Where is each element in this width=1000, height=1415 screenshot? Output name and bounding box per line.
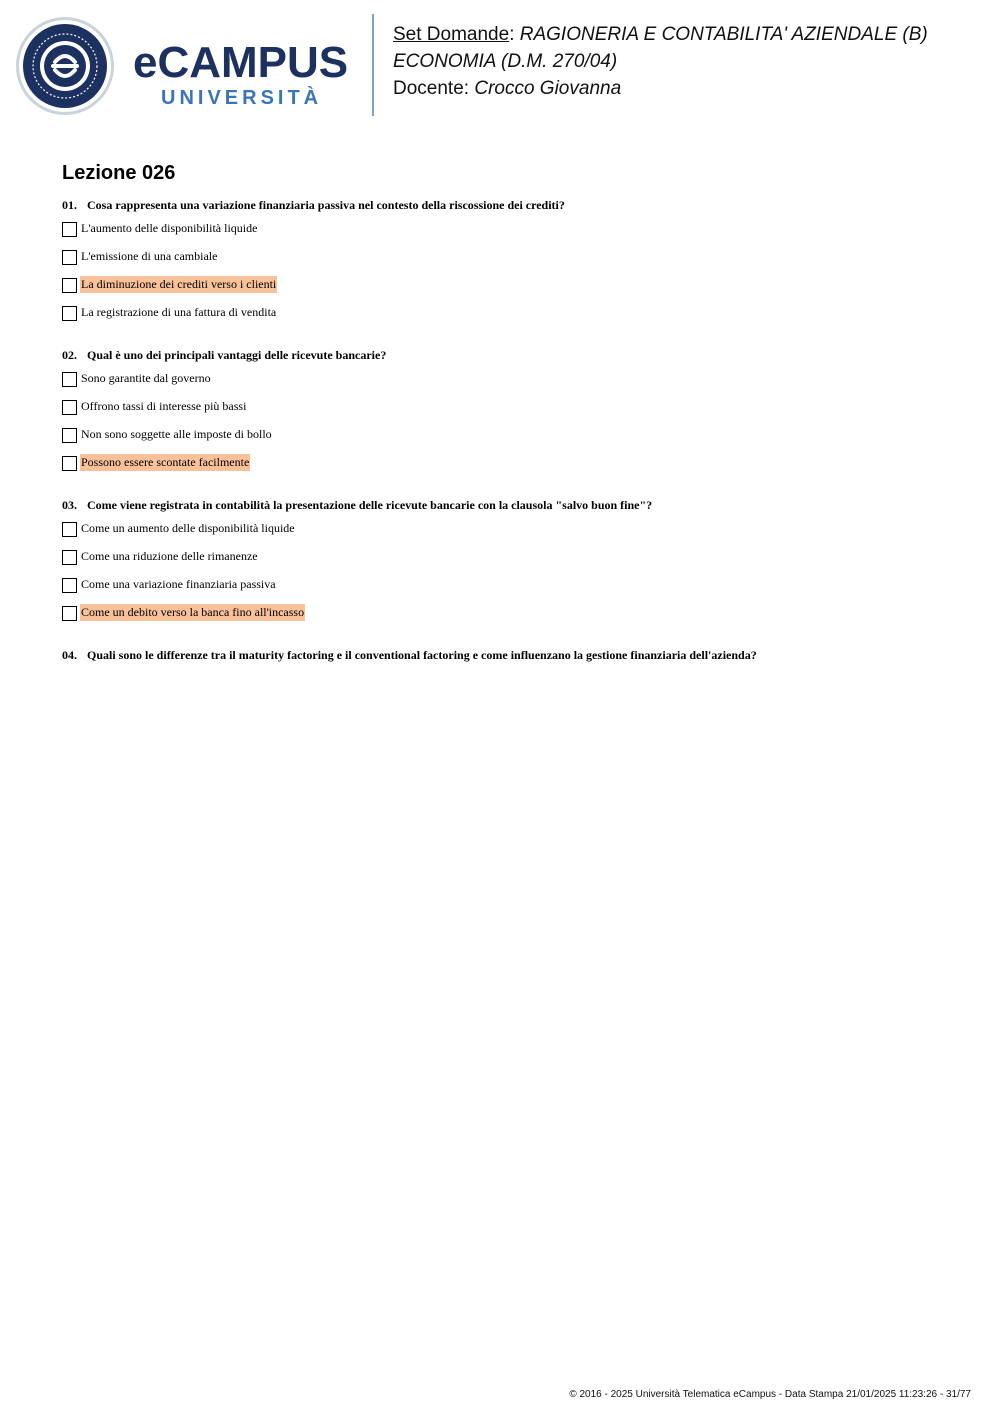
question-number: 02. [62,348,77,362]
ecampus-seal-logo [15,16,115,116]
question-number: 03. [62,498,77,512]
checkbox[interactable] [62,306,77,321]
option-label: Offrono tassi di interesse più bassi [81,399,247,413]
option-label-highlighted: Possono essere scontate facilmente [81,455,250,469]
question-02 [62,347,972,484]
question-text [62,347,972,363]
option-label: Sono garantite dal governo [81,371,211,385]
answer-option[interactable] [62,522,972,550]
checkbox[interactable] [62,400,77,415]
option-label: L'emissione di una cambiale [81,249,218,263]
set-value: RAGIONERIA E CONTABILITA' AZIENDALE (B) ECONOMIA (D.M. 270/04) [393,24,928,72]
answer-option-correct[interactable] [62,606,972,634]
question-body: Quali sono le differenze tra il maturity factoring e il conventional factoring e come influenzano la gestione finanziaria dell'azienda? [87,648,757,662]
header-divider [372,14,374,116]
option-label: Come una variazione finanziaria passiva [81,577,276,591]
checkbox[interactable] [62,278,77,293]
checkbox[interactable] [62,578,77,593]
checkbox[interactable] [62,456,77,471]
answer-option[interactable] [62,428,972,456]
ecampus-wordmark [133,40,358,112]
question-list [62,197,972,676]
question-text [62,197,972,213]
answer-option[interactable] [62,250,972,278]
answer-option[interactable] [62,222,972,250]
option-label: Come un aumento delle disponibilità liquide [81,521,295,535]
option-label: Non sono soggette alle imposte di bollo [81,427,272,441]
question-text [62,647,972,663]
teacher-label: Docente [393,78,464,99]
question-number: 01. [62,198,77,212]
answer-option[interactable] [62,372,972,400]
logo-universita-text: UNIVERSITÀ [161,87,323,109]
checkbox[interactable] [62,428,77,443]
question-body: Come viene registrata in contabilità la presentazione delle ricevute bancarie con la clausola "salvo buon fine"? [87,498,653,512]
answer-option[interactable] [62,578,972,606]
option-label: Come una riduzione delle rimanenze [81,549,258,563]
question-number: 04. [62,648,77,662]
question-text [62,497,972,513]
option-label: La registrazione di una fattura di vendita [81,305,277,319]
answer-option[interactable] [62,550,972,578]
checkbox[interactable] [62,522,77,537]
question-body: Qual è uno dei principali vantaggi delle ricevute bancarie? [87,348,387,362]
lesson-title: Lezione 026 [62,162,176,184]
page-footer: © 2016 - 2025 Università Telematica eCampus - Data Stampa 21/01/2025 11:23:26 - 31/77 [569,1389,971,1400]
question-04 [62,647,972,663]
answer-option-correct[interactable] [62,278,972,306]
set-label: Set Domande [393,24,510,45]
option-label-highlighted: Come un debito verso la banca fino all'incasso [81,605,305,619]
option-label-highlighted: La diminuzione dei crediti verso i clienti [81,277,277,291]
logo-ecampus-text: eCAMPUS [133,38,349,87]
question-body: Cosa rappresenta una variazione finanziaria passiva nel contesto della riscossione dei crediti? [87,198,565,212]
header-info: Set Domande: RAGIONERIA E CONTABILITA' AZIENDALE (B) ECONOMIA (D.M. 270/04) Docente: Crocco Giovanna [393,24,928,99]
checkbox[interactable] [62,222,77,237]
checkbox[interactable] [62,250,77,265]
checkbox[interactable] [62,606,77,621]
answer-option-correct[interactable] [62,456,972,484]
teacher-value: Crocco Giovanna [474,78,622,99]
answer-option[interactable] [62,306,972,334]
answer-option[interactable] [62,400,972,428]
checkbox[interactable] [62,550,77,565]
question-01 [62,197,972,334]
question-03 [62,497,972,634]
checkbox[interactable] [62,372,77,387]
option-label: L'aumento delle disponibilità liquide [81,221,258,235]
